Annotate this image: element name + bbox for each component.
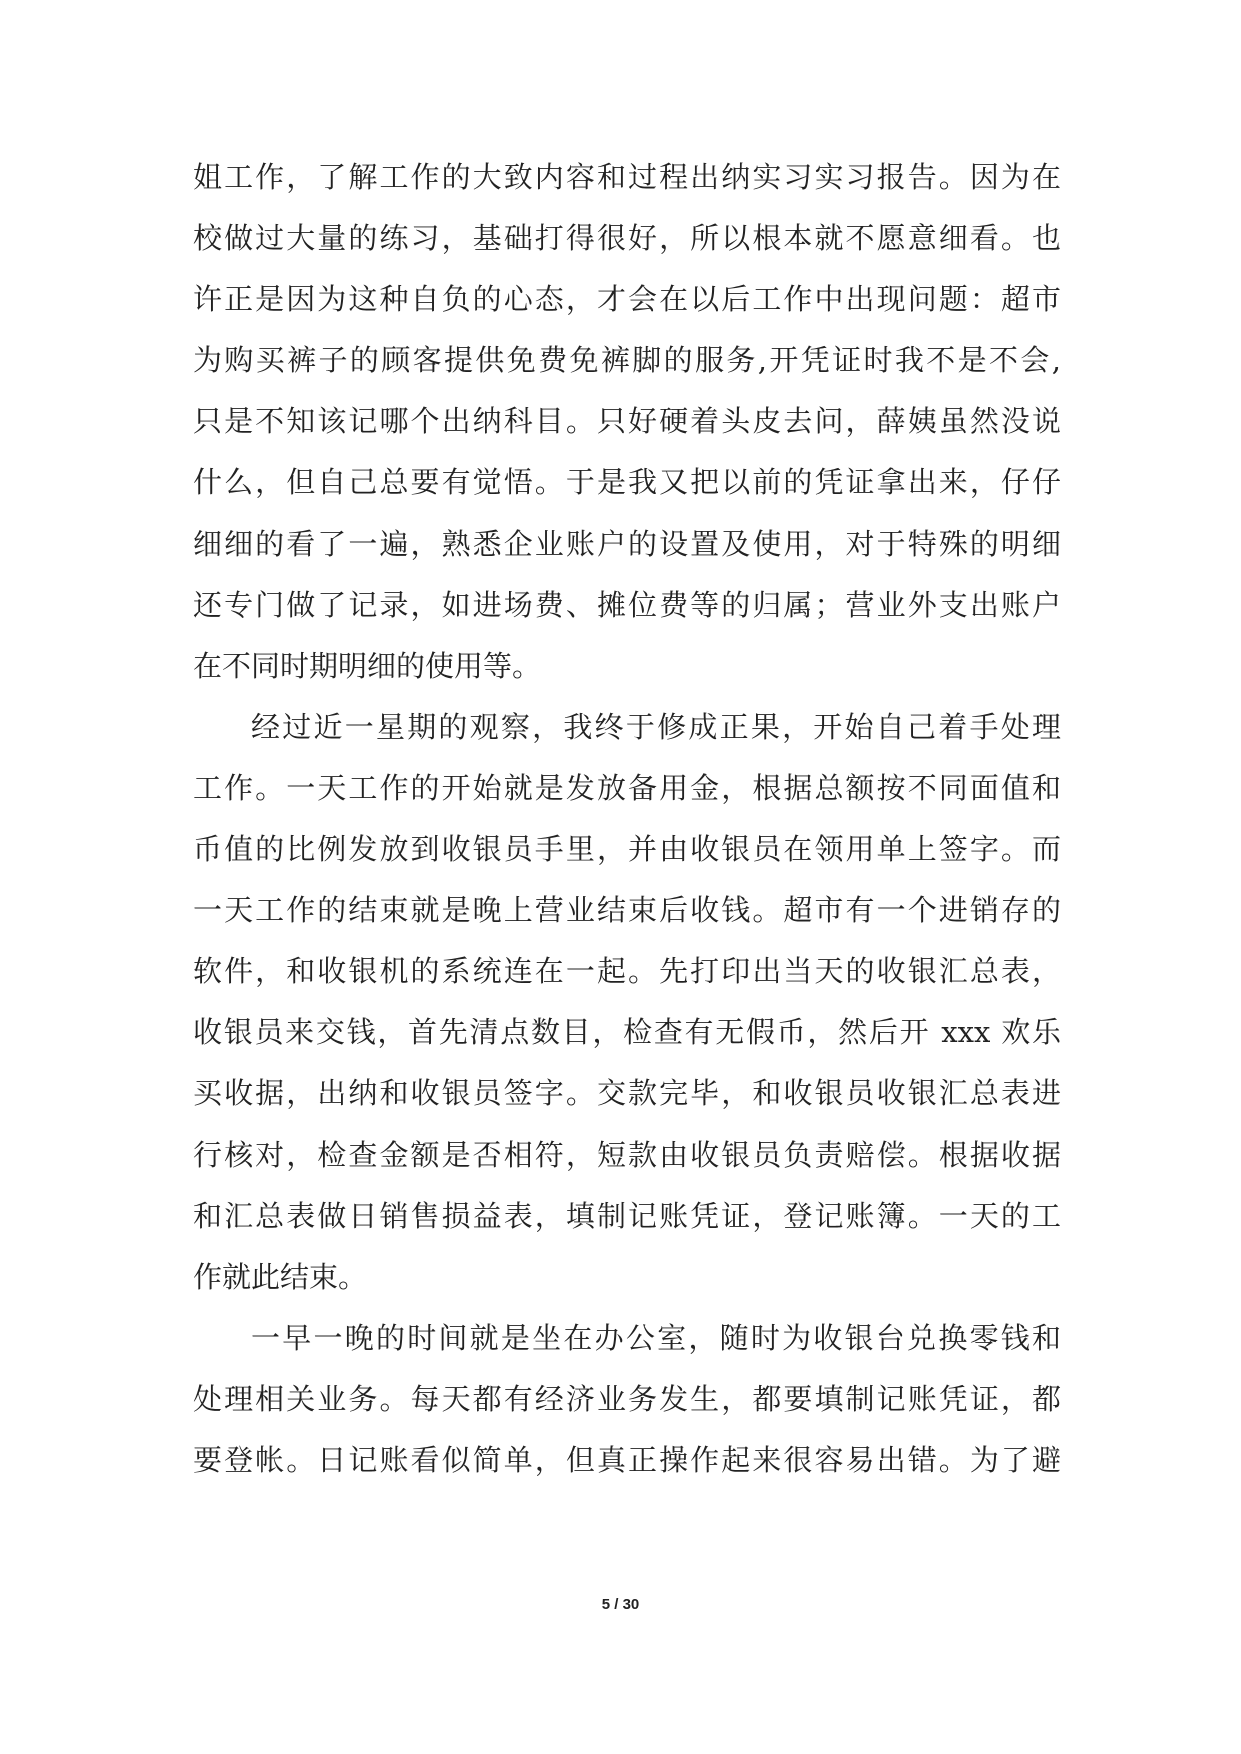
- text-line: 要登帐。日记账看似简单，但真正操作起来很容易出错。为了避: [193, 1442, 1061, 1477]
- text-line: 为购买裤子的顾客提供免费免裤脚的服务,开凭证时我不是不会,: [193, 343, 1061, 378]
- text-line: 一早一晚的时间就是坐在办公室，随时为收银台兑换零钱和: [251, 1320, 1061, 1355]
- text-line: 软件，和收银机的系统连在一起。先打印出当天的收银汇总表，: [193, 954, 1061, 989]
- text-line: 校做过大量的练习，基础打得很好，所以根本就不愿意细看。也: [193, 221, 1061, 256]
- text-line: 只是不知该记哪个出纳科目。只好硬着头皮去问，薛姨虽然没说: [193, 404, 1061, 439]
- text-line: 姐工作，了解工作的大致内容和过程出纳实习实习报告。因为在: [193, 160, 1061, 194]
- text-line: 许正是因为这种自负的心态，才会在以后工作中出现问题：超市: [193, 282, 1061, 317]
- text-line: 收银员来交钱，首先清点数目，检查有无假币，然后开 xxx 欢乐: [193, 1015, 1061, 1050]
- paragraph-2: [193, 697, 1061, 1308]
- paragraph-1: [193, 147, 1061, 697]
- text-line: 一天工作的结束就是晚上营业结束后收钱。超市有一个进销存的: [193, 893, 1061, 928]
- text-line: 在不同时期明细的使用等。: [193, 648, 542, 683]
- text-line: 买收据，出纳和收银员签字。交款完毕，和收银员收银汇总表进: [193, 1076, 1061, 1111]
- text-line: 细细的看了一遍，熟悉企业账户的设置及使用，对于特殊的明细: [193, 526, 1061, 561]
- paragraph-3: [193, 1308, 1061, 1491]
- text-line: 作就此结束。: [193, 1259, 368, 1294]
- body-text: [193, 147, 1061, 1491]
- text-line: 币值的比例发放到收银员手里，并由收银员在领用单上签字。而: [193, 832, 1061, 867]
- text-line: 工作。一天工作的开始就是发放备用金，根据总额按不同面值和: [193, 770, 1061, 805]
- text-line: 处理相关业务。每天都有经济业务发生，都要填制记账凭证，都: [193, 1381, 1061, 1416]
- page-number: 5 / 30: [601, 1596, 640, 1613]
- text-line: 和汇总表做日销售损益表，填制记账凭证，登记账簿。一天的工: [193, 1198, 1061, 1233]
- text-line: 经过近一星期的观察，我终于修成正果，开始自己着手处理: [251, 709, 1061, 744]
- text-line: 什么，但自己总要有觉悟。于是我又把以前的凭证拿出来，仔仔: [193, 465, 1061, 500]
- text-line: 行核对，检查金额是否相符，短款由收银员负责赔偿。根据收据: [193, 1137, 1061, 1172]
- text-line: 还专门做了记录，如进场费、摊位费等的归属；营业外支出账户: [193, 587, 1061, 622]
